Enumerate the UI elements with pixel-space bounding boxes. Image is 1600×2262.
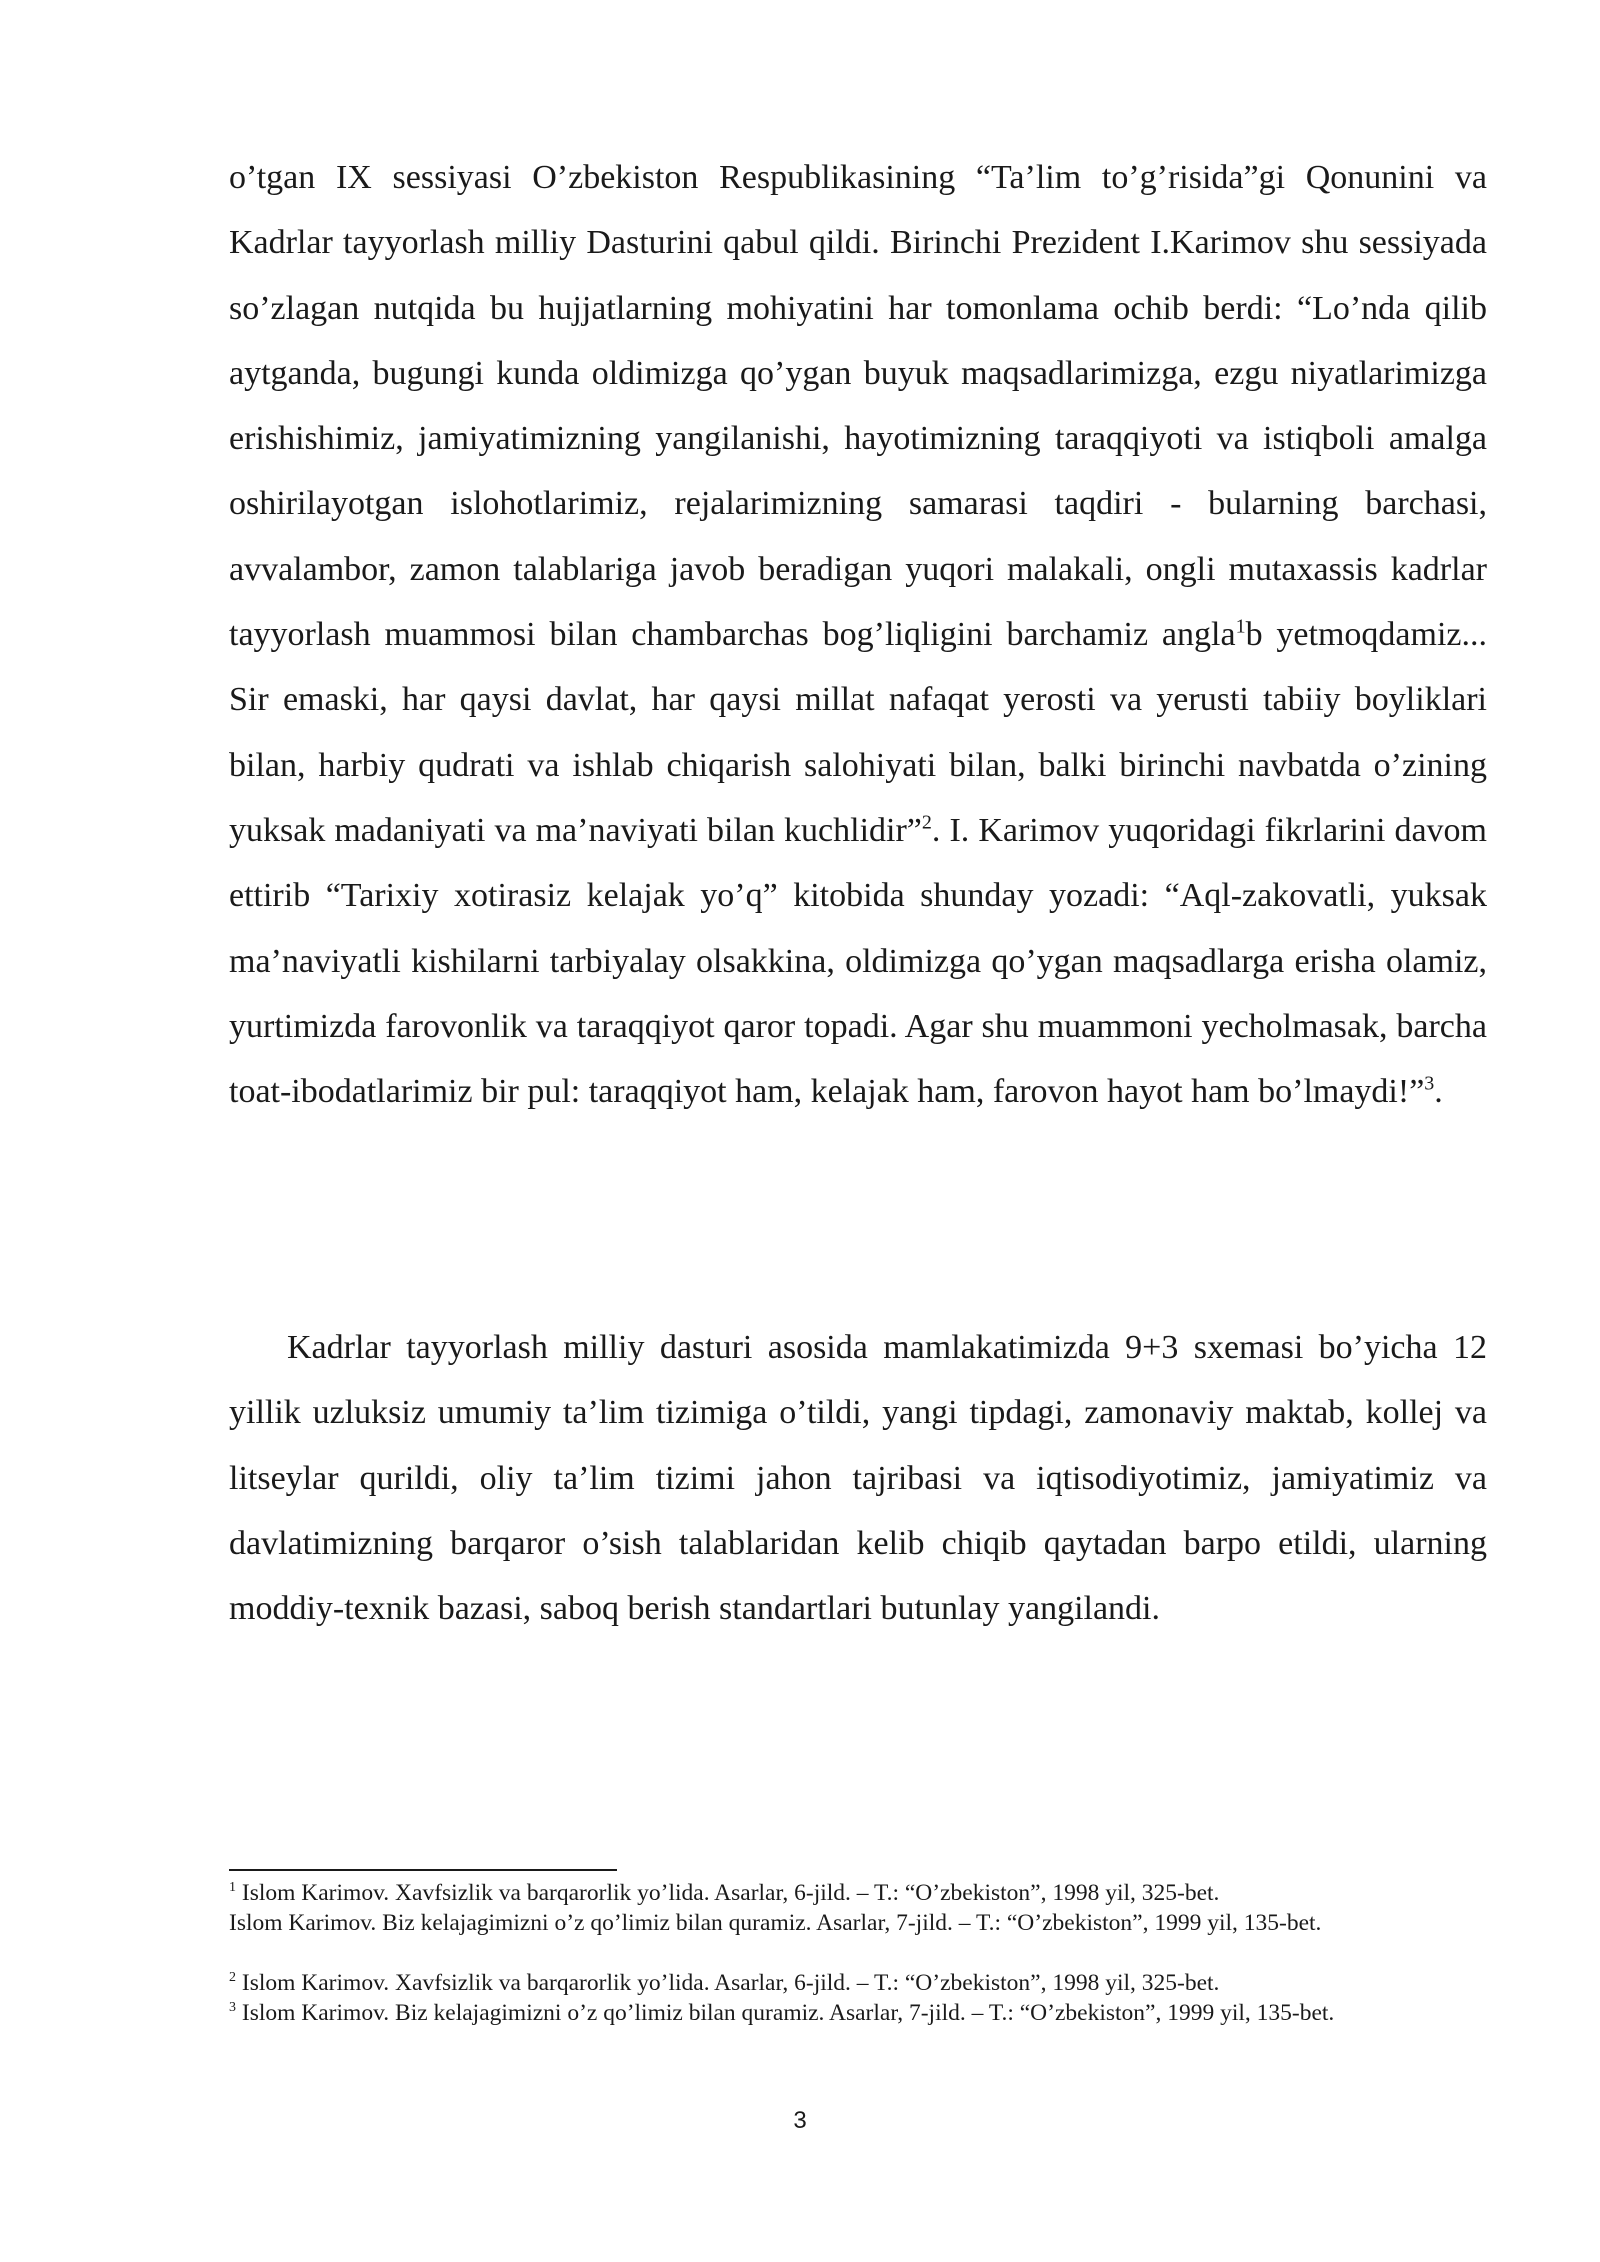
body-paragraph-2: Kadrlar tayyorlash milliy dasturi asosida mamlakatimizda 9+3 sxemasi bo’yicha 12 yillik uzluksiz umumiy ta’lim tizimiga o’tildi, yangi tipdagi, zamonaviy maktab, kollej va litseylar qurildi, oliy ta’lim tizimi jahon tajribasi va iqtisodiyotimiz, jamiyatimiz va davlatimizning barqaror o’sish talablaridan kelib chiqib qaytadan barpo etildi, ularning moddiy-texnik bazasi, saboq berish standartlari butunlay yangilandi. <box>229 1329 1487 1628</box>
footnotes-section <box>229 1878 1479 2028</box>
footnote-ref-1[interactable]: 1 <box>1235 615 1246 638</box>
footnote-text: Islom Karimov. Biz kelajagimizni o’z qo’limiz bilan quramiz. Asarlar, 7-jild. – T.: “O’zbekiston”, 1999 yil, 135-bet. <box>236 2000 1335 2026</box>
paragraph-1-text-d: . <box>1434 1073 1443 1111</box>
footnote-mark: 2 <box>229 1970 236 1986</box>
footnote-text: Islom Karimov. Biz kelajagimizni o’z qo’limiz bilan quramiz. Asarlar, 7-jild. – T.: “O’zbekiston”, 1999 yil, 135-bet. <box>229 1910 1322 1936</box>
footnote-1-continued <box>229 1908 1479 1938</box>
footnote-1 <box>229 1878 1479 1908</box>
footnote-separator <box>229 1869 617 1871</box>
footnote-ref-3[interactable]: 3 <box>1424 1072 1435 1095</box>
footnote-3 <box>229 1998 1479 2028</box>
footnote-ref-2[interactable]: 2 <box>921 811 932 834</box>
paragraph-1-text-a: o’tgan IX sessiyasi O’zbekiston Respublikasining “Ta’lim to’g’risida”gi Qonunini va Kadrlar tayyorlash milliy Dasturini qabul qildi. Birinchi Prezident I.Karimov shu sessiyada so’zlagan nutqida bu hujjatlarning mohiyatini har tomonlama ochib berdi: “Lo’nda qilib aytganda, bugungi kunda oldimizga qo’ygan buyuk maqsadlarimizga, ezgu niyatlarimizga erishishimiz, jamiyatimizning yangilanishi, hayotimizning taraqqiyoti va istiqboli amalga oshirilayotgan islohotlarimiz, rejalarimizning samarasi taqdiri - bularning barchasi, avvalambor, zamon talablariga javob beradigan yuqori malakali, ongli mutaxassis kadrlar tayyorlash muammosi bilan chambarchas bog’liqligini barchamiz angla <box>229 159 1487 654</box>
footnote-mark: 3 <box>229 2000 236 2016</box>
footnote-mark: 1 <box>229 1880 236 1896</box>
body-paragraph-1 <box>229 145 1487 1124</box>
footnote-text: Islom Karimov. Xavfsizlik va barqarorlik yo’lida. Asarlar, 6-jild. – T.: “O’zbekiston”, 1998 yil, 325-bet. <box>236 1880 1220 1906</box>
footnote-text: Islom Karimov. Xavfsizlik va barqarorlik yo’lida. Asarlar, 6-jild. – T.: “O’zbekiston”, 1998 yil, 325-bet. <box>236 1970 1220 1996</box>
footnote-spacer <box>229 1938 1479 1968</box>
paragraph-1-text-b: b yetmoqdamiz... Sir emaski, har qaysi davlat, har qaysi millat nafaqat yerosti va yerusti tabiiy boyliklari bilan, harbiy qudrati va ishlab chiqarish salohiyati bilan, balki birinchi navbatda o’zining yuksak madaniyati va ma’naviyati bilan kuchlidir” <box>229 616 1487 849</box>
paragraph-1-text-c: . I. Karimov yuqoridagi fikrlarini davom ettirib “Tarixiy xotirasiz kelajak yo’q” kitobida shunday yozadi: “Aql-zakovatli, yuksak ma’naviyatli kishilarni tarbiyalay olsakkina, oldimizga qo’ygan maqsadlarga erisha olamiz, yurtimizda farovonlik va taraqqiyot qaror topadi. Agar shu muammoni yecholmasak, barcha toat-ibodatlarimiz bir pul: taraqqiyot ham, kelajak ham, farovon hayot ham bo’lmaydi!” <box>229 811 1487 1111</box>
footnote-2 <box>229 1968 1479 1998</box>
page-number: 3 <box>793 2107 807 2134</box>
